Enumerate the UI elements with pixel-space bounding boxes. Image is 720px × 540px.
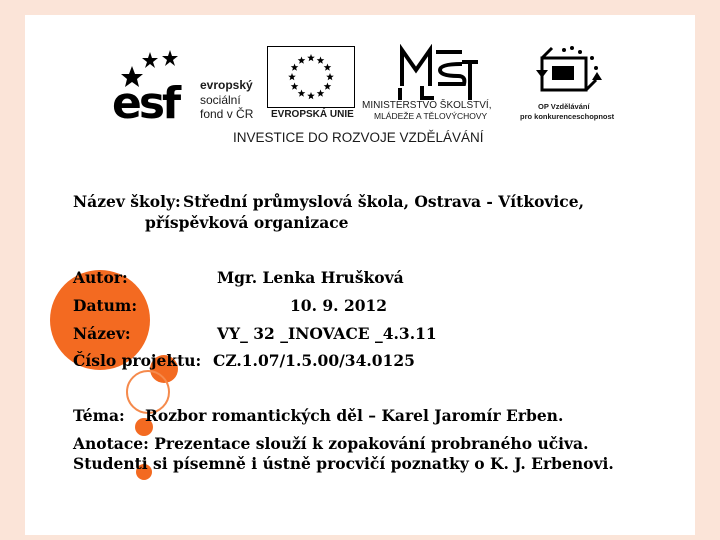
- title-label: Název:: [73, 324, 131, 343]
- eu-caption: EVROPSKÁ UNIE: [271, 109, 354, 120]
- eu-flag-icon: [267, 46, 355, 122]
- esf-text-line-2: sociální: [200, 93, 241, 107]
- project-value: CZ.1.07/1.5.00/34.0125: [213, 351, 415, 370]
- msmt-logo-icon: [360, 44, 515, 124]
- op-caption-line-2: pro konkurenceschopnost: [520, 112, 615, 121]
- annotation-line-1: Anotace: Prezentace slouží k zopakování probraného učiva.: [73, 434, 589, 453]
- school-name: Střední průmyslová škola, Ostrava - Vítkovice,: [183, 192, 584, 211]
- svg-text:esf: esf: [112, 78, 179, 120]
- op-caption-line-1: OP Vzdělávání: [538, 102, 590, 111]
- esf-text-line-1: evropský: [200, 78, 253, 92]
- esf-text-line-3: fond v ČR: [200, 107, 254, 121]
- op-vk-logo-icon: [516, 44, 616, 124]
- msmt-caption-line-2: MLÁDEŽE A TĚLOVÝCHOVY: [374, 111, 488, 121]
- topic-label: Téma:: [73, 406, 125, 425]
- annotation-line-2: Studenti si písemně i ústně procvičí poznatky o K. J. Erbenovi.: [73, 454, 614, 473]
- title-value: VY_ 32 _INOVACE _4.3.11: [217, 324, 437, 343]
- date-value: 10. 9. 2012: [290, 296, 388, 315]
- school-name-cont: příspěvková organizace: [145, 213, 349, 232]
- author-label: Autor:: [73, 268, 128, 287]
- date-label: Datum:: [73, 296, 138, 315]
- msmt-caption-line-1: MINISTERSTVO ŠKOLSTVÍ,: [362, 100, 492, 111]
- topic-value: Rozbor romantických děl – Karel Jaromír Erben.: [145, 406, 564, 425]
- author-value: Mgr. Lenka Hrušková: [217, 268, 404, 287]
- project-label: Číslo projektu:: [73, 351, 202, 370]
- esf-logo-icon: [112, 48, 262, 120]
- school-label: Název školy:: [73, 192, 181, 211]
- tagline: INVESTICE DO ROZVOJE VZDĚLÁVÁNÍ: [233, 130, 484, 145]
